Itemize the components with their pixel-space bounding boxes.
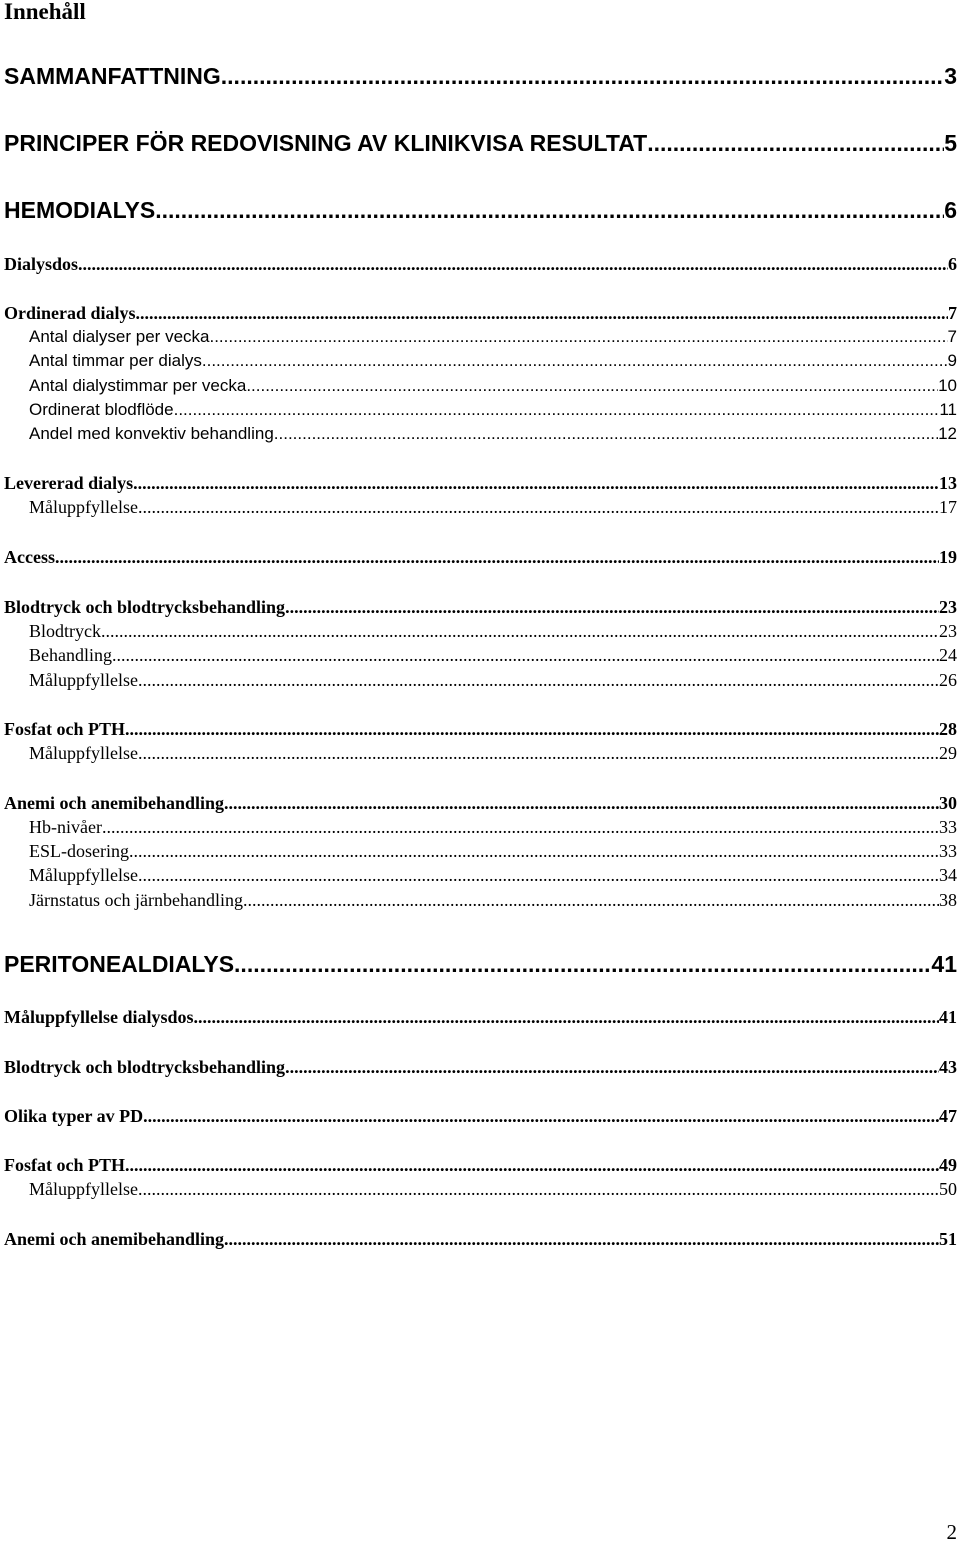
toc-entry-fosfat-pth[interactable]	[4, 718, 957, 740]
toc-entry-title: Måluppfyllelse dialysdos	[4, 1007, 194, 1027]
toc-entry-page: 6	[948, 254, 957, 274]
toc-leader-dots	[125, 718, 939, 740]
toc-entry-page: 33	[939, 817, 957, 837]
toc-leader-dots	[155, 196, 944, 224]
toc-heading: Innehåll	[4, 0, 86, 24]
toc-entry-page: 17	[939, 497, 957, 517]
toc-entry-page: 7	[948, 303, 957, 323]
toc-entry-access[interactable]	[4, 546, 957, 568]
toc-entry-esl-dosering[interactable]	[29, 840, 957, 862]
toc-entry-title: Antal dialystimmar per vecka	[29, 376, 247, 395]
toc-entry-page: 28	[939, 719, 957, 739]
toc-leader-dots	[101, 620, 939, 642]
page-number: 2	[946, 1520, 957, 1544]
toc-leader-dots	[274, 423, 938, 445]
toc-entry-title: Anemi och anemibehandling	[4, 1229, 225, 1249]
toc-entry-maluppfyllelse-dialysdos[interactable]	[4, 1006, 957, 1028]
toc-leader-dots	[285, 1056, 939, 1078]
toc-entry-title: Antal timmar per dialys	[29, 351, 202, 370]
toc-entry-page: 47	[939, 1106, 957, 1126]
toc-entry-blodtryck-behandling-pd[interactable]	[4, 1056, 957, 1078]
toc-entry-title: Måluppfyllelse	[29, 743, 138, 763]
toc-leader-dots	[112, 644, 939, 666]
toc-entry-page: 49	[939, 1155, 957, 1175]
toc-leader-dots	[224, 792, 939, 814]
toc-entry-title: Olika typer av PD	[4, 1106, 144, 1126]
toc-leader-dots	[224, 1228, 939, 1250]
toc-entry-page: 6	[944, 197, 957, 223]
toc-leader-dots	[285, 596, 939, 618]
toc-leader-dots	[138, 1178, 939, 1200]
toc-entry-maluppfyllelse[interactable]	[29, 1178, 957, 1200]
toc-entry-title: Hb-nivåer	[29, 817, 102, 837]
toc-entry-title: HEMODIALYS	[4, 197, 156, 223]
toc-entry-anemi[interactable]	[4, 792, 957, 814]
toc-leader-dots	[234, 950, 931, 978]
toc-entry-page: 5	[944, 130, 957, 156]
toc-entry-title: Måluppfyllelse	[29, 497, 138, 517]
toc-leader-dots	[136, 302, 948, 324]
toc-entry-title: Måluppfyllelse	[29, 1179, 138, 1199]
toc-entry-title: Anemi och anemibehandling	[4, 793, 225, 813]
toc-entry-title: Fosfat och PTH	[4, 1155, 125, 1175]
toc-entry-antal-dialystimmar[interactable]	[29, 375, 957, 397]
toc-entry-fosfat-pth-pd[interactable]	[4, 1154, 957, 1176]
toc-entry-page: 23	[939, 597, 957, 617]
toc-entry-page: 19	[939, 547, 957, 567]
toc-entry-page: 23	[939, 621, 957, 641]
toc-leader-dots	[243, 889, 939, 911]
toc-entry-page: 33	[939, 841, 957, 861]
toc-entry-page: 3	[944, 63, 957, 89]
toc-entry-maluppfyllelse[interactable]	[29, 496, 957, 518]
toc-leader-dots	[246, 375, 938, 397]
toc-entry-title: Blodtryck och blodtrycksbehandling	[4, 1057, 286, 1077]
toc-entry-title: Järnstatus och järnbehandling	[29, 890, 243, 910]
toc-entry-page: 38	[939, 890, 957, 910]
toc-entry-page: 24	[939, 645, 957, 665]
toc-entry-maluppfyllelse[interactable]	[29, 864, 957, 886]
toc-leader-dots	[125, 1154, 939, 1176]
toc-entry-peritonealdialys[interactable]	[4, 950, 957, 978]
toc-entry-anemi-pd[interactable]	[4, 1228, 957, 1250]
toc-leader-dots	[55, 546, 939, 568]
toc-entry-blodtryck-behandling[interactable]	[4, 596, 957, 618]
toc-entry-principer[interactable]	[4, 129, 957, 157]
toc-entry-title: Dialysdos	[4, 254, 79, 274]
toc-entry-title: PERITONEALDIALYS	[4, 951, 235, 977]
toc-entry-hb-nivaer[interactable]	[29, 816, 957, 838]
toc-leader-dots	[138, 742, 939, 764]
toc-entry-levererad-dialys[interactable]	[4, 472, 957, 494]
toc-entry-maluppfyllelse[interactable]	[29, 742, 957, 764]
toc-leader-dots	[174, 399, 940, 421]
toc-entry-sammanfattning[interactable]	[4, 62, 957, 90]
toc-entry-olika-typer-pd[interactable]	[4, 1105, 957, 1127]
toc-entry-title: Blodtryck och blodtrycksbehandling	[4, 597, 286, 617]
toc-leader-dots	[133, 472, 939, 494]
toc-entry-page: 50	[939, 1179, 957, 1199]
toc-entry-title: PRINCIPER FÖR REDOVISNING AV KLINIKVISA RESULTAT	[4, 130, 648, 156]
toc-entry-title: ESL-dosering	[29, 841, 129, 861]
toc-entry-ordinerad-dialys[interactable]	[4, 302, 957, 324]
toc-entry-title: Andel med konvektiv behandling	[29, 424, 274, 443]
toc-entry-title: Blodtryck	[29, 621, 101, 641]
toc-entry-page: 9	[947, 351, 957, 370]
toc-entry-antal-dialyser[interactable]	[29, 326, 957, 348]
toc-leader-dots	[129, 840, 939, 862]
toc-entry-title: Måluppfyllelse	[29, 670, 138, 690]
toc-leader-dots	[138, 669, 939, 691]
toc-entry-andel-konvektiv[interactable]	[29, 423, 957, 445]
toc-entry-title: Levererad dialys	[4, 473, 134, 493]
toc-entry-page: 29	[939, 743, 957, 763]
toc-entry-antal-timmar[interactable]	[29, 350, 957, 372]
toc-entry-title: Behandling	[29, 645, 112, 665]
toc-leader-dots	[102, 816, 939, 838]
toc-leader-dots	[209, 326, 947, 348]
toc-entry-ordinerat-blodflode[interactable]	[29, 399, 957, 421]
toc-leader-dots	[78, 253, 948, 275]
toc-entry-page: 30	[939, 793, 957, 813]
toc-entry-title: Måluppfyllelse	[29, 865, 138, 885]
toc-entry-title: Ordinerad dialys	[4, 303, 136, 323]
toc-entry-title: Antal dialyser per vecka	[29, 327, 210, 346]
toc-entry-title: SAMMANFATTNING	[4, 63, 221, 89]
toc-leader-dots	[202, 350, 948, 372]
toc-entry-page: 43	[939, 1057, 957, 1077]
toc-leader-dots	[138, 496, 939, 518]
toc-leader-dots	[143, 1105, 939, 1127]
toc-entry-page: 13	[939, 473, 957, 493]
toc-entry-title: Access	[4, 547, 55, 567]
toc-entry-page: 41	[931, 951, 957, 977]
toc-entry-page: 12	[938, 424, 957, 443]
toc-entry-page: 51	[939, 1229, 957, 1249]
toc-leader-dots	[221, 62, 944, 90]
toc-entry-title: Fosfat och PTH	[4, 719, 125, 739]
toc-entry-page: 10	[938, 376, 957, 395]
toc-entry-maluppfyllelse[interactable]	[29, 669, 957, 691]
toc-leader-dots	[647, 129, 944, 157]
toc-leader-dots	[194, 1006, 939, 1028]
toc-entry-dialysdos[interactable]	[4, 253, 957, 275]
toc-entry-page: 7	[947, 327, 957, 346]
toc-entry-behandling[interactable]	[29, 644, 957, 666]
toc-entry-page: 26	[939, 670, 957, 690]
toc-entry-hemodialys[interactable]	[4, 196, 957, 224]
toc-entry-page: 11	[939, 400, 957, 419]
toc-entry-title: Ordinerat blodflöde	[29, 400, 174, 419]
toc-entry-blodtryck[interactable]	[29, 620, 957, 642]
toc-entry-page: 34	[939, 865, 957, 885]
toc-leader-dots	[138, 864, 939, 886]
toc-entry-jarnstatus[interactable]	[29, 889, 957, 911]
toc-entry-page: 41	[939, 1007, 957, 1027]
